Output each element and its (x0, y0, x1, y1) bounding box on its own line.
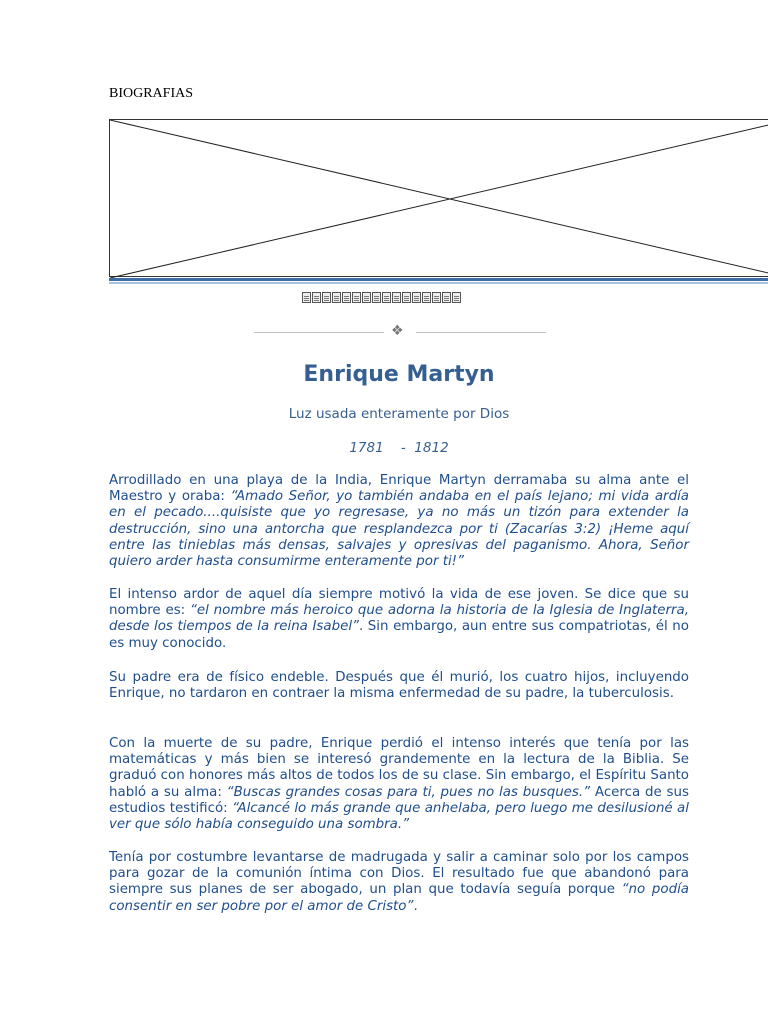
document-icon[interactable] (312, 292, 321, 303)
paragraph-text: . (413, 898, 418, 914)
document-icon[interactable] (302, 292, 311, 303)
paragraph (109, 670, 689, 702)
document-icon[interactable] (402, 292, 411, 303)
section-label: BIOGRAFIAS (109, 86, 194, 101)
paragraph-text: . Sin embargo, aun entre sus compatriotas, él no es muy conocido. (109, 619, 689, 651)
document-icon[interactable] (392, 292, 401, 303)
document-icon[interactable] (432, 292, 441, 303)
paragraph-text: Acerca de sus estudios testificó: (109, 784, 689, 816)
paragraph-text: El intenso ardor de aquel día siempre motivó la vida de ese joven. Se dice que su nombre es: (109, 587, 689, 619)
quote-text: “Alcancé lo más grande que anhelaba, pero luego me desilusioné al ver que sólo había conseguido una sombra.” (109, 800, 689, 833)
quote-text: “Buscas grandes cosas para ti, pues no las busques.” (226, 784, 591, 800)
paragraph-text: Arrodillado en una playa de la India, Enrique Martyn derramaba su alma ante el Maestro y oraba: (109, 473, 689, 505)
quote-text: “Amado Señor, yo también andaba en el país lejano; mi vida ardía en el pecado....quisiste que yo regresase, ya no más un tizón para extender la destrucción, sino una antorcha que resplandezca por ti (Zacarías 3:2) ¡Heme aquí entre las tinieblas más densas, salvajes y opresivas del paganismo. Ahora, Señor quiero arder hasta consumirme enteramente por ti!” (109, 489, 689, 570)
ornament-icon: ❖ (391, 323, 404, 339)
ornamental-divider (254, 325, 546, 339)
paragraph-text: Su padre era de físico endeble. Después que él murió, los cuatro hijos, incluyendo Enrique, no tardaron en contraer la misma enfermedad de su padre, la tuberculosis. (109, 670, 689, 702)
article-subtitle: Luz usada enteramente por Dios (288, 406, 510, 422)
divider-rule-right (416, 332, 546, 333)
paragraph-text: Tenía por costumbre levantarse de madrugada y salir a caminar solo por los campos para gozar de la comunión íntima con Dios. El resultado fue que abandonó para siempre sus planes de ser abogado, un plan que todavía seguía porque (109, 850, 689, 898)
paragraph (109, 587, 689, 652)
paragraph-text: Con la muerte de su padre, Enrique perdió el intenso interés que tenía por las matemáticas y más bien se interesó grandemente en la lectura de la Biblia. Se graduó con honores más altos de todos los de su clase. Sin embargo, el Espíritu Santo habló a su alma: (109, 736, 689, 800)
document-icon[interactable] (342, 292, 351, 303)
document-icon[interactable] (322, 292, 331, 303)
document-icon[interactable] (372, 292, 381, 303)
paragraph (109, 850, 689, 915)
paragraph (109, 736, 689, 833)
document-icon[interactable] (412, 292, 421, 303)
document-icon[interactable] (362, 292, 371, 303)
document-icon[interactable] (352, 292, 361, 303)
banner-rule (109, 278, 768, 281)
broken-image-icon (110, 120, 768, 278)
divider-rule-left (254, 332, 384, 333)
article-dates: 1781 - 1812 (349, 440, 449, 456)
paragraph (109, 473, 689, 570)
quote-text: “no podía consentir en ser pobre por el amor de Cristo” (109, 882, 690, 914)
document-icon[interactable] (332, 292, 341, 303)
banner-rule-light (109, 282, 768, 284)
document-icon[interactable] (442, 292, 451, 303)
document-icon[interactable] (422, 292, 431, 303)
document-icon[interactable] (452, 292, 461, 303)
quote-text: “el nombre más heroico que adorna la historia de la Iglesia de Inglaterra, desde los tiempos de la reina Isabel” (109, 603, 689, 635)
article-title: Enrique Martyn (303, 362, 495, 387)
document-icon-row (302, 292, 461, 304)
banner-image-placeholder (109, 119, 768, 277)
document-icon[interactable] (382, 292, 391, 303)
